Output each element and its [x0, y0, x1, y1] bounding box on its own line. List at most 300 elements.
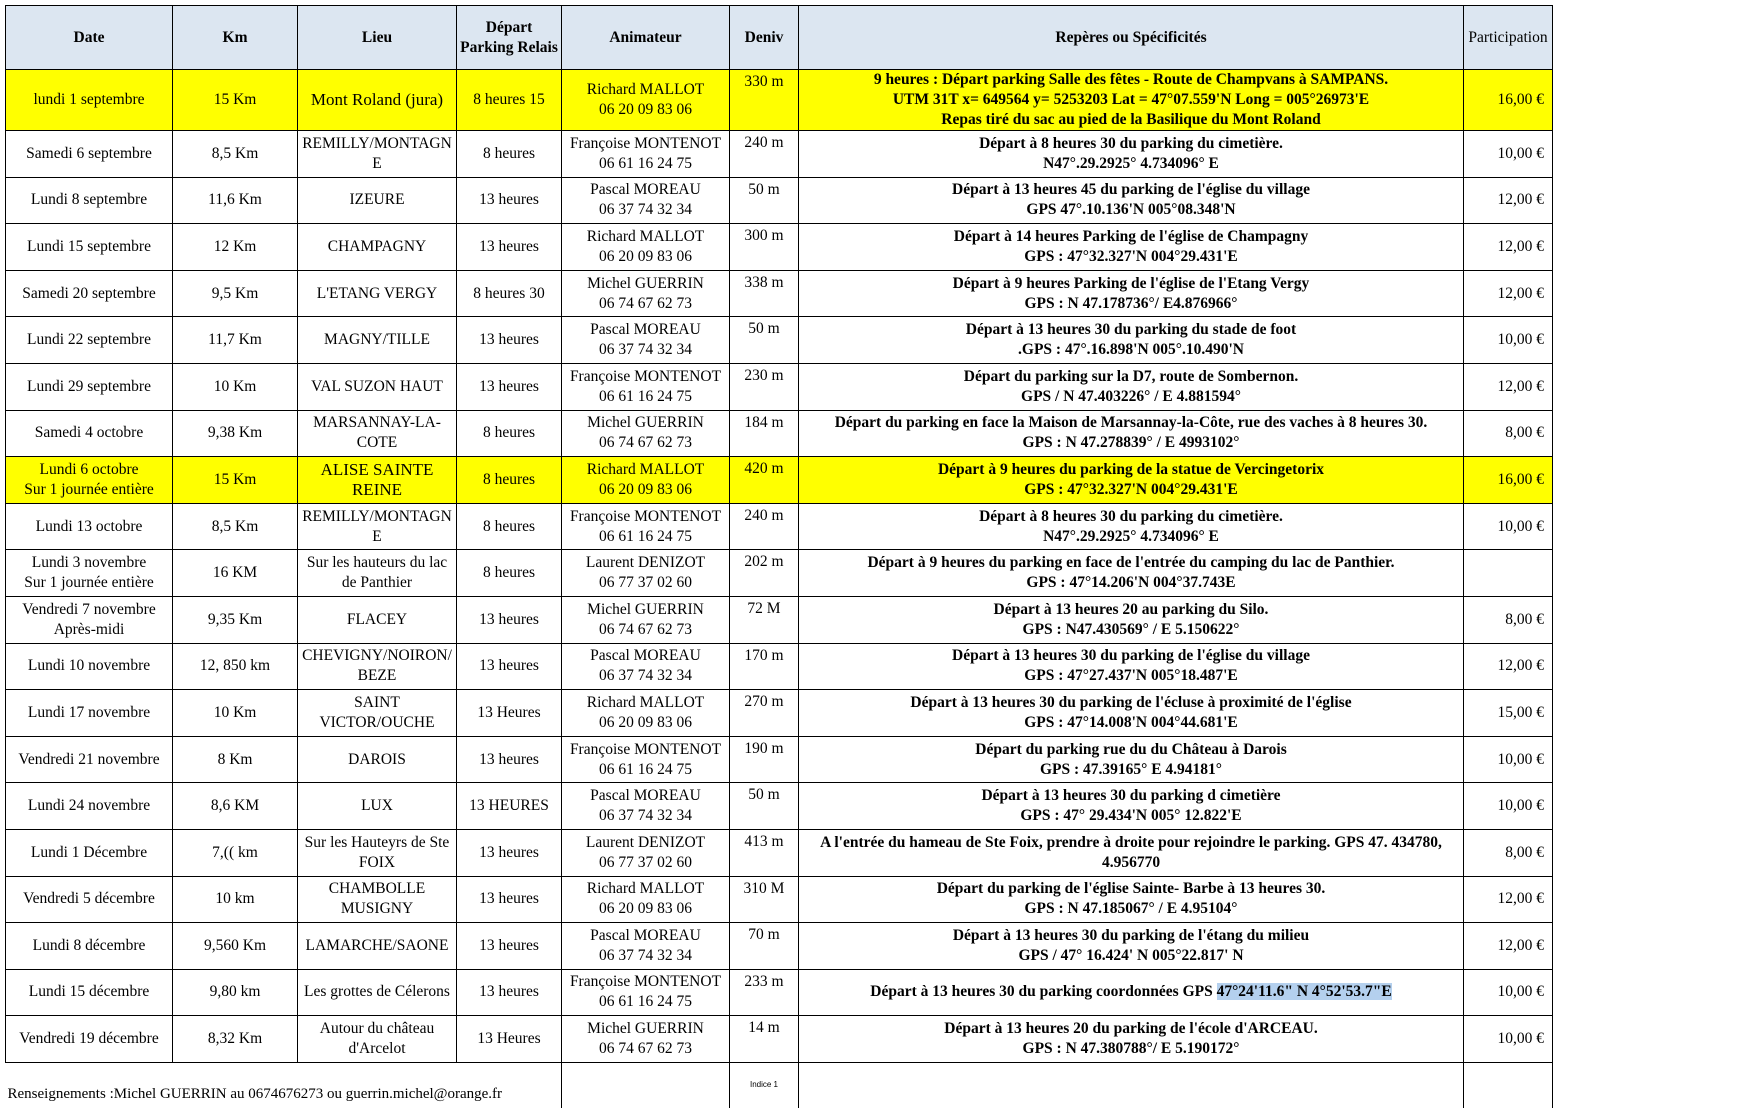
animateur-cell-line: 06 37 74 32 34 [599, 667, 692, 685]
depart-cell: 8 heures 30 [457, 270, 562, 317]
animateur-cell-line: Laurent DENIZOT [585, 833, 706, 851]
reperes-cell [799, 224, 1464, 271]
reperes-cell [799, 70, 1464, 131]
date-cell-line: Lundi 8 septembre [30, 191, 148, 209]
animateur-cell-line: 06 37 74 32 34 [599, 341, 692, 359]
participation-cell: 15,00 € [1464, 690, 1553, 737]
lieu-cell-line: L'ETANG VERGY [316, 284, 438, 302]
depart-cell: 13 heures [457, 177, 562, 224]
deniv-cell: 413 m [730, 829, 799, 876]
animateur-cell [562, 596, 730, 643]
animateur-cell-line: 06 37 74 32 34 [599, 946, 692, 964]
date-cell [6, 550, 173, 597]
participation-cell [1464, 550, 1553, 597]
animateur-cell-line: 06 20 09 83 06 [599, 713, 692, 731]
lieu-cell-line: LAMARCHE/SAONE [305, 936, 449, 954]
reperes-cell-line: GPS / N 47.403226° / E 4.881594° [1021, 387, 1241, 405]
depart-cell: 13 heures [457, 829, 562, 876]
animateur-cell [562, 131, 730, 178]
date-cell-line: Lundi 15 septembre [27, 237, 151, 255]
deniv-cell: 190 m [730, 736, 799, 783]
table-row [6, 457, 1553, 504]
reperes-cell-line: GPS / 47° 16.424' N 005°22.817' N [1018, 946, 1244, 964]
reperes-cell-line: GPS : N 47.185067° / E 4.95104° [1024, 900, 1238, 918]
lieu-cell-line: Mont Roland (jura) [310, 90, 444, 109]
animateur-cell [562, 783, 730, 830]
date-cell [6, 690, 173, 737]
animateur-cell-line: 06 37 74 32 34 [599, 201, 692, 219]
animateur-cell-line: 06 61 16 24 75 [599, 527, 692, 545]
date-cell [6, 410, 173, 457]
reperes-cell-line: Départ à 13 heures 30 du parking de l'étang du milieu [952, 926, 1310, 944]
date-cell [6, 131, 173, 178]
lieu-cell-line: E [372, 527, 382, 545]
animateur-cell-line: Pascal MOREAU [590, 321, 701, 339]
participation-cell: 12,00 € [1464, 363, 1553, 410]
lieu-cell [298, 224, 457, 271]
reperes-cell-line: A l'entrée du hameau de Ste Foix, prendre à droite pour rejoindre le parking. GPS 47. 434780, [820, 833, 1442, 851]
deniv-cell: 270 m [730, 690, 799, 737]
date-cell [6, 736, 173, 783]
reperes-cell-line: Départ à 13 heures 45 du parking de l'église du village [952, 181, 1310, 199]
deniv-cell: 330 m [730, 70, 799, 131]
table-row [6, 270, 1553, 317]
reperes-cell [799, 736, 1464, 783]
depart-cell: 13 heures [457, 736, 562, 783]
reperes-cell-line: UTM 31T x= 649564 y= 5253203 Lat = 47°07.559'N Long = 005°26973'E [892, 91, 1370, 108]
participation-cell: 12,00 € [1464, 270, 1553, 317]
reperes-cell-line: GPS : 47°27.437'N 005°18.487'E [1024, 667, 1238, 685]
animateur-cell-line: Pascal MOREAU [590, 181, 701, 199]
reperes-cell-line: Départ à 9 heures du parking en face de l'entrée du camping du lac de Panthier. [867, 554, 1395, 572]
animateur-cell [562, 177, 730, 224]
date-cell-line: Sur 1 journée entière [24, 480, 154, 498]
lieu-cell-line: SAINT [354, 693, 400, 711]
date-cell-line: Lundi 29 septembre [27, 377, 151, 395]
lieu-cell [298, 1016, 457, 1063]
participation-cell: 10,00 € [1464, 736, 1553, 783]
lieu-cell [298, 70, 457, 131]
animateur-cell-line: 06 77 37 02 60 [599, 574, 692, 592]
animateur-cell-line: Michel GUERRIN [587, 600, 704, 618]
date-cell [6, 1016, 173, 1063]
date-cell [6, 596, 173, 643]
lieu-cell-line: LUX [361, 797, 393, 815]
km-cell: 10 km [173, 876, 298, 923]
date-cell [6, 224, 173, 271]
animateur-cell [562, 457, 730, 504]
reperes-cell-line: GPS : 47°32.327'N 004°29.431'E [1024, 247, 1238, 265]
reperes-cell-line: 4.956770 [1101, 853, 1161, 871]
header-depart [457, 6, 562, 70]
reperes-cell-line: Départ du parking sur la D7, route de Sombernon. [963, 367, 1299, 385]
km-cell: 9,5 Km [173, 270, 298, 317]
animateur-cell-line: 06 20 09 83 06 [599, 247, 692, 265]
table-row [6, 503, 1553, 550]
animateur-cell [562, 969, 730, 1016]
reperes-cell-line: GPS 47°.10.136'N 005°08.348'N [1026, 201, 1236, 219]
selected-gps-text[interactable]: 47°24'11.6" N 4°52'53.7"E [1216, 983, 1392, 1001]
lieu-cell-line: d'Arcelot [348, 1040, 406, 1058]
lieu-cell [298, 550, 457, 597]
table-row [6, 177, 1553, 224]
date-cell-line: Lundi 8 décembre [32, 936, 146, 954]
lieu-cell-line: MUSIGNY [340, 900, 414, 918]
depart-cell: 8 heures [457, 503, 562, 550]
date-cell [6, 363, 173, 410]
lieu-cell-line: CHAMBOLLE [328, 880, 426, 898]
date-cell [6, 876, 173, 923]
lieu-cell [298, 783, 457, 830]
lieu-cell [298, 131, 457, 178]
lieu-cell-line: Autour du château [319, 1020, 435, 1038]
animateur-cell-line: 06 74 67 62 73 [599, 1040, 692, 1058]
reperes-cell-line: GPS : N47.430569° / E 5.150622° [1022, 620, 1240, 638]
date-cell-line: Vendredi 7 novembre [22, 600, 156, 618]
lieu-cell [298, 690, 457, 737]
animateur-cell [562, 410, 730, 457]
header-animateur: Animateur [562, 6, 730, 70]
animateur-cell-line: 06 20 09 83 06 [599, 900, 692, 918]
animateur-cell-line: Pascal MOREAU [590, 787, 701, 805]
depart-cell: 13 heures [457, 876, 562, 923]
lieu-cell-line: Sur les Hauteyrs de Ste [304, 833, 450, 851]
reperes-cell-line: Départ à 14 heures Parking de l'église de Champagny [953, 227, 1309, 245]
lieu-cell-line: REMILLY/MONTAGN [302, 507, 452, 525]
km-cell: 8,6 KM [173, 783, 298, 830]
schedule-table [5, 5, 1553, 1108]
date-cell-line: Lundi 1 Décembre [30, 843, 148, 861]
reperes-cell [799, 643, 1464, 690]
animateur-cell [562, 736, 730, 783]
depart-cell: 8 heures [457, 131, 562, 178]
table-row [6, 783, 1553, 830]
reperes-cell [799, 783, 1464, 830]
reperes-cell-line: 9 heures : Départ parking Salle des fêtes - Route de Champvans à SAMPANS. [873, 71, 1389, 88]
animateur-cell [562, 70, 730, 131]
reperes-cell-line: GPS : N 47.278839° / E 4993102° [1022, 434, 1240, 452]
lieu-cell [298, 410, 457, 457]
table-row [6, 876, 1553, 923]
footer-indice: Indice 1 [730, 1062, 799, 1108]
reperes-cell [799, 550, 1464, 597]
deniv-cell: 300 m [730, 224, 799, 271]
animateur-cell-line: Françoise MONTENOT [569, 973, 722, 991]
header-participation: Participation [1464, 6, 1553, 70]
participation-cell: 10,00 € [1464, 317, 1553, 364]
lieu-cell-line: MAGNY/TILLE [324, 331, 430, 349]
animateur-cell [562, 224, 730, 271]
date-cell [6, 270, 173, 317]
date-cell-line: Sur 1 journée entière [24, 574, 154, 592]
km-cell: 8,5 Km [173, 503, 298, 550]
lieu-cell [298, 643, 457, 690]
reperes-cell-line: Départ à 13 heures 20 au parking du Silo. [993, 600, 1269, 618]
participation-cell: 12,00 € [1464, 177, 1553, 224]
reperes-cell-line: Départ du parking de l'église Sainte- Barbe à 13 heures 30. [936, 880, 1326, 898]
lieu-cell-line: FOIX [358, 853, 396, 871]
km-cell: 12, 850 km [173, 643, 298, 690]
date-cell [6, 969, 173, 1016]
km-cell: 9,35 Km [173, 596, 298, 643]
reperes-cell [799, 457, 1464, 504]
animateur-cell-line: 06 61 16 24 75 [599, 760, 692, 778]
date-cell [6, 829, 173, 876]
km-cell: 9,560 Km [173, 923, 298, 970]
reperes-cell-line: Départ à 13 heures 30 du parking d cimetière [981, 787, 1281, 805]
depart-cell: 13 heures [457, 643, 562, 690]
date-cell-line: Lundi 15 décembre [28, 983, 150, 1001]
lieu-cell-line: CHEVIGNY/NOIRON/ [302, 647, 452, 665]
reperes-cell-line: GPS : 47° 29.434'N 005° 12.822'E [1020, 807, 1242, 825]
animateur-cell [562, 503, 730, 550]
date-cell [6, 503, 173, 550]
reperes-cell-line: Repas tiré du sac au pied de la Basilique du Mont Roland [941, 111, 1321, 128]
depart-cell: 13 heures [457, 596, 562, 643]
animateur-cell [562, 923, 730, 970]
participation-cell: 8,00 € [1464, 410, 1553, 457]
deniv-cell: 240 m [730, 503, 799, 550]
depart-cell: 13 heures [457, 224, 562, 271]
header-lieu: Lieu [298, 6, 457, 70]
participation-cell: 16,00 € [1464, 457, 1553, 504]
depart-cell: 13 heures [457, 923, 562, 970]
animateur-cell [562, 643, 730, 690]
reperes-cell-line: Départ du parking rue du du Château à Darois [975, 740, 1287, 758]
date-cell [6, 783, 173, 830]
animateur-cell [562, 690, 730, 737]
date-cell-line: Lundi 13 octobre [35, 517, 143, 535]
date-cell [6, 643, 173, 690]
table-row [6, 131, 1553, 178]
table-row [6, 1016, 1553, 1063]
table-row [6, 596, 1553, 643]
deniv-cell: 70 m [730, 923, 799, 970]
animateur-cell-line: Françoise MONTENOT [569, 367, 722, 385]
lieu-cell-line: VICTOR/OUCHE [319, 713, 435, 731]
deniv-cell: 50 m [730, 783, 799, 830]
lieu-cell [298, 503, 457, 550]
reperes-cell-line: GPS : N 47.380788°/ E 5.190172° [1022, 1040, 1240, 1058]
deniv-cell: 50 m [730, 317, 799, 364]
participation-cell: 12,00 € [1464, 876, 1553, 923]
animateur-cell-line: Richard MALLOT [586, 880, 705, 898]
animateur-cell-line: Michel GUERRIN [587, 1020, 704, 1038]
lieu-cell [298, 876, 457, 923]
participation-cell: 12,00 € [1464, 224, 1553, 271]
animateur-cell-line: 06 61 16 24 75 [599, 387, 692, 405]
lieu-cell-line: VAL SUZON HAUT [311, 377, 443, 395]
reperes-cell-line: GPS : N 47.178736°/ E4.876966° [1024, 294, 1238, 312]
table-row [6, 550, 1553, 597]
lieu-cell [298, 596, 457, 643]
animateur-cell [562, 270, 730, 317]
reperes-cell-line: GPS : 47°32.327'N 004°29.431'E [1024, 480, 1238, 498]
lieu-cell-line: ALISE SAINTE REINE [320, 459, 434, 499]
reperes-cell-line: Départ à 13 heures 30 du parking de l'écluse à proximité de l'église [910, 693, 1352, 711]
date-cell-line: Lundi 22 septembre [27, 331, 151, 349]
date-cell-line: Lundi 3 novembre [31, 554, 147, 572]
date-cell-line: Lundi 17 novembre [27, 703, 151, 721]
animateur-cell [562, 317, 730, 364]
date-cell-line: Samedi 20 septembre [22, 284, 156, 302]
lieu-cell [298, 270, 457, 317]
table-row [6, 969, 1553, 1016]
animateur-cell [562, 876, 730, 923]
lieu-cell [298, 736, 457, 783]
reperes-cell-line: .GPS : 47°.16.898'N 005°.10.490'N [1018, 341, 1244, 359]
animateur-cell-line: Richard MALLOT [586, 81, 705, 98]
deniv-cell: 72 M [730, 596, 799, 643]
reperes-cell-line: GPS : 47°14.206'N 004°37.743E [1026, 574, 1236, 592]
km-cell: 8,32 Km [173, 1016, 298, 1063]
date-cell-line: Vendredi 5 décembre [23, 890, 155, 908]
lieu-cell-line: CHAMPAGNY [327, 237, 427, 255]
table-row [6, 317, 1553, 364]
participation-cell: 10,00 € [1464, 783, 1553, 830]
depart-cell: 8 heures [457, 410, 562, 457]
km-cell: 9,38 Km [173, 410, 298, 457]
animateur-cell-line: 06 20 09 83 06 [599, 480, 692, 498]
depart-cell: 8 heures 15 [457, 70, 562, 131]
reperes-cell [799, 923, 1464, 970]
animateur-cell [562, 1016, 730, 1063]
participation-cell: 10,00 € [1464, 131, 1553, 178]
footer-empty-cell [1464, 1062, 1553, 1108]
reperes-cell [799, 317, 1464, 364]
date-cell-line: Lundi 6 octobre [39, 460, 139, 478]
reperes-cell-line: Départ à 13 heures 30 du parking coordonnées GPS [870, 983, 1217, 1001]
date-cell [6, 70, 173, 131]
table-row [6, 736, 1553, 783]
lieu-cell [298, 177, 457, 224]
lieu-cell [298, 317, 457, 364]
animateur-cell [562, 363, 730, 410]
reperes-cell [799, 503, 1464, 550]
animateur-cell-line: 06 74 67 62 73 [599, 294, 692, 312]
animateur-cell-line: 06 37 74 32 34 [599, 807, 692, 825]
lieu-cell-line: E [372, 154, 382, 172]
reperes-cell-line: GPS : 47.39165° E 4.94181° [1039, 760, 1223, 778]
reperes-cell [799, 410, 1464, 457]
deniv-cell: 202 m [730, 550, 799, 597]
table-row [6, 643, 1553, 690]
lieu-cell-line: MARSANNAY-LA- [313, 414, 441, 432]
reperes-cell-line: Départ à 9 heures du parking de la statue de Vercingetorix [937, 460, 1325, 478]
lieu-cell-line: Sur les hauteurs du lac [306, 554, 448, 572]
reperes-cell-line: N47°.29.2925° 4.734096° E [1043, 527, 1219, 545]
depart-cell: 8 heures [457, 550, 562, 597]
date-cell [6, 317, 173, 364]
deniv-cell: 170 m [730, 643, 799, 690]
km-cell: 8,5 Km [173, 131, 298, 178]
reperes-cell [799, 363, 1464, 410]
footer-info: Renseignements :Michel GUERRIN au 0674676273 ou guerrin.michel@orange.fr [7, 1086, 503, 1103]
lieu-cell-line: FLACEY [346, 610, 408, 628]
animateur-cell [562, 550, 730, 597]
lieu-cell [298, 923, 457, 970]
participation-cell: 10,00 € [1464, 1016, 1553, 1063]
animateur-cell-line: Michel GUERRIN [587, 274, 704, 292]
participation-cell: 12,00 € [1464, 923, 1553, 970]
animateur-cell-line: 06 74 67 62 73 [599, 620, 692, 638]
participation-cell: 8,00 € [1464, 596, 1553, 643]
date-cell [6, 923, 173, 970]
date-cell-line: lundi 1 septembre [33, 91, 145, 108]
date-cell-line: Samedi 4 octobre [34, 424, 144, 442]
lieu-cell-line: Les grottes de Célerons [304, 983, 450, 1001]
footer-row [6, 1062, 1553, 1108]
reperes-cell-line: Départ à 13 heures 30 du parking de l'église du village [952, 647, 1310, 665]
km-cell: 12 Km [173, 224, 298, 271]
deniv-cell: 338 m [730, 270, 799, 317]
lieu-cell [298, 829, 457, 876]
date-cell-line: Lundi 24 novembre [27, 797, 151, 815]
animateur-cell-line: Françoise MONTENOT [569, 740, 722, 758]
km-cell: 10 Km [173, 690, 298, 737]
table-row [6, 923, 1553, 970]
date-cell-line: Après-midi [53, 620, 125, 638]
header-deniv: Deniv [730, 6, 799, 70]
header-reperes: Repères ou Spécificités [799, 6, 1464, 70]
deniv-cell: 420 m [730, 457, 799, 504]
footer-empty-cell [799, 1062, 1464, 1108]
header-row [6, 6, 1553, 70]
animateur-cell-line: 06 20 09 83 06 [599, 101, 692, 118]
lieu-cell-line: DAROIS [348, 750, 406, 768]
depart-cell: 8 heures [457, 457, 562, 504]
animateur-cell-line: Richard MALLOT [586, 460, 705, 478]
animateur-cell-line: Françoise MONTENOT [569, 134, 722, 152]
animateur-cell-line: 06 61 16 24 75 [599, 154, 692, 172]
lieu-cell-line: BEZE [357, 667, 397, 685]
animateur-cell-line: Richard MALLOT [586, 227, 705, 245]
reperes-cell-line: Départ à 13 heures 20 du parking de l'école d'ARCEAU. [944, 1020, 1318, 1038]
date-cell [6, 177, 173, 224]
header-km: Km [173, 6, 298, 70]
depart-cell: 13 Heures [457, 690, 562, 737]
animateur-cell-line: 06 74 67 62 73 [599, 434, 692, 452]
reperes-cell-line: GPS : 47°14.008'N 004°44.681'E [1024, 713, 1238, 731]
lieu-cell-line: de Panthier [341, 574, 413, 592]
animateur-cell-line: Françoise MONTENOT [569, 507, 722, 525]
participation-cell: 16,00 € [1464, 70, 1553, 131]
lieu-cell [298, 363, 457, 410]
table-row [6, 829, 1553, 876]
date-cell-line: Lundi 10 novembre [27, 657, 151, 675]
depart-cell: 13 heures [457, 317, 562, 364]
reperes-cell [799, 969, 1464, 1016]
animateur-cell-line: Pascal MOREAU [590, 926, 701, 944]
depart-cell: 13 HEURES [457, 783, 562, 830]
table-row [6, 410, 1553, 457]
deniv-cell: 184 m [730, 410, 799, 457]
km-cell: 15 Km [173, 457, 298, 504]
deniv-cell: 310 M [730, 876, 799, 923]
participation-cell: 12,00 € [1464, 643, 1553, 690]
reperes-cell-line: Départ à 9 heures Parking de l'église de l'Etang Vergy [952, 274, 1310, 292]
depart-cell: 13 heures [457, 363, 562, 410]
reperes-cell-line: N47°.29.2925° 4.734096° E [1043, 154, 1219, 172]
km-cell: 10 Km [173, 363, 298, 410]
reperes-cell [799, 1016, 1464, 1063]
reperes-cell-line: Départ à 8 heures 30 du parking du cimetière. [979, 507, 1283, 525]
km-cell: 11,6 Km [173, 177, 298, 224]
reperes-cell [799, 829, 1464, 876]
lieu-cell-line: IZEURE [349, 191, 405, 209]
header-depart-line1: Départ [485, 18, 533, 36]
reperes-cell [799, 270, 1464, 317]
